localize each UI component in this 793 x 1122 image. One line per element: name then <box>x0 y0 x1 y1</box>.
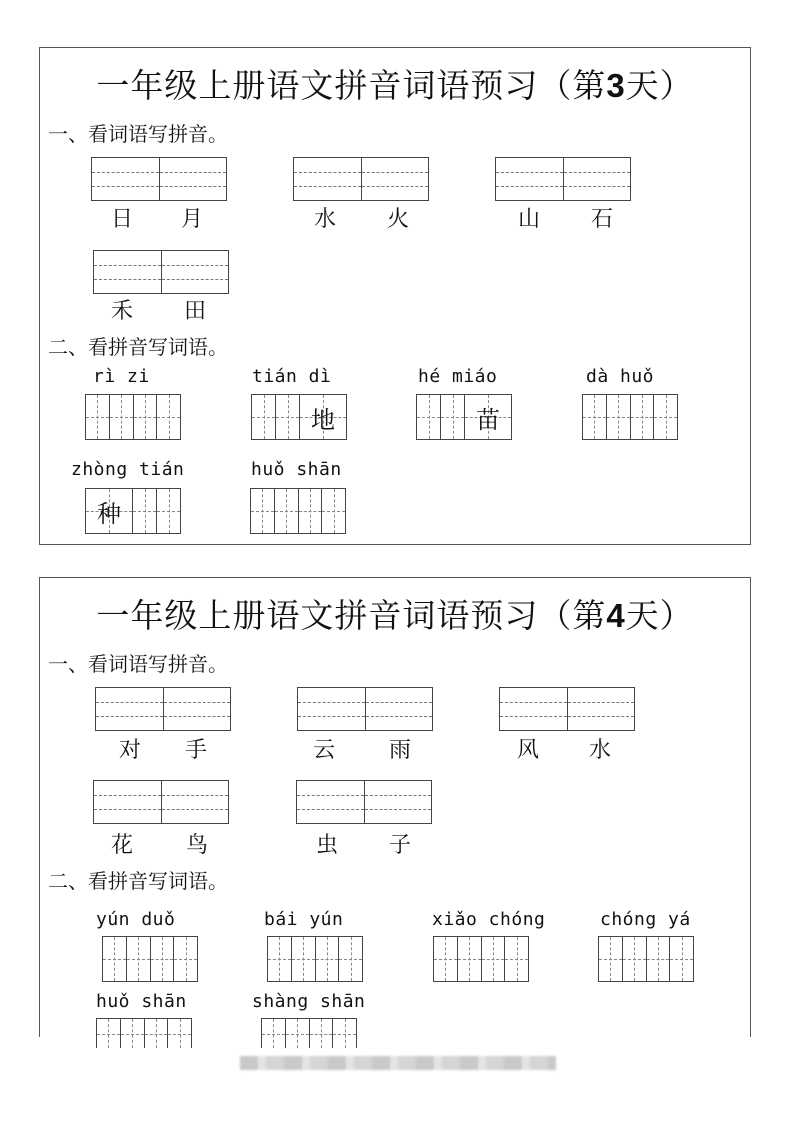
word-char: 禾 <box>110 299 133 324</box>
pinyin-label: bái yún <box>264 909 344 930</box>
page-title <box>40 60 750 107</box>
word-char: 云 <box>312 738 335 763</box>
pinyin-label: shàng shān <box>252 991 366 1012</box>
word-char: 鸟 <box>185 833 208 858</box>
section2-title: 二、看拼音写词语。 <box>48 869 228 893</box>
worksheet-day3 <box>39 47 751 545</box>
tianzige-grid[interactable] <box>598 936 694 982</box>
tianzige-grid[interactable] <box>416 394 512 440</box>
word-char: 手 <box>184 738 207 763</box>
pinyin-writing-box[interactable] <box>95 687 231 731</box>
pinyin-writing-box[interactable] <box>297 687 433 731</box>
day-number: 4 <box>606 597 626 634</box>
word-char: 虫 <box>315 833 338 858</box>
pinyin-label: huǒ shān <box>96 991 187 1012</box>
word-char: 对 <box>118 738 141 763</box>
prefilled-char: 苗 <box>476 405 500 434</box>
word-char: 山 <box>517 207 540 232</box>
pinyin-label: rì zi <box>93 366 150 387</box>
pinyin-label: yún duǒ <box>96 909 176 930</box>
pinyin-label: zhòng tián <box>71 459 185 480</box>
word-char: 水 <box>588 738 611 763</box>
pinyin-label: dà huǒ <box>586 366 655 387</box>
blurred-watermark <box>240 1056 556 1070</box>
pinyin-label: huǒ shān <box>251 459 342 480</box>
tianzige-grid[interactable] <box>251 394 347 440</box>
title-suffix: 天） <box>625 66 694 105</box>
word-char: 火 <box>386 207 409 232</box>
title-prefix: 一年级上册语文拼音词语预习（第 <box>96 66 607 105</box>
pinyin-writing-box[interactable] <box>499 687 635 731</box>
section2-title: 二、看拼音写词语。 <box>48 335 228 359</box>
tianzige-grid[interactable] <box>261 1018 357 1048</box>
word-char: 风 <box>516 738 539 763</box>
pinyin-label: hé miáo <box>418 366 498 387</box>
tianzige-grid[interactable] <box>267 936 363 982</box>
prefilled-char: 种 <box>97 499 121 528</box>
pinyin-writing-box[interactable] <box>293 157 429 201</box>
tianzige-grid[interactable] <box>85 488 181 534</box>
title-prefix: 一年级上册语文拼音词语预习（第 <box>96 596 607 635</box>
day-number: 3 <box>606 67 626 104</box>
section1-title: 一、看词语写拼音。 <box>48 122 228 146</box>
tianzige-grid[interactable] <box>250 488 346 534</box>
word-char: 雨 <box>388 738 411 763</box>
word-char: 花 <box>110 833 133 858</box>
tianzige-grid[interactable] <box>96 1018 192 1048</box>
title-suffix: 天） <box>625 596 694 635</box>
section1-title: 一、看词语写拼音。 <box>48 652 228 676</box>
pinyin-writing-box[interactable] <box>495 157 631 201</box>
word-char: 石 <box>590 207 613 232</box>
pinyin-label: tián dì <box>252 366 332 387</box>
pinyin-writing-box[interactable] <box>93 250 229 294</box>
word-char: 日 <box>110 207 133 232</box>
word-char: 水 <box>313 207 336 232</box>
word-char: 月 <box>180 207 203 232</box>
pinyin-label: chóng yá <box>600 909 691 930</box>
prefilled-char: 地 <box>311 405 335 434</box>
tianzige-grid[interactable] <box>102 936 198 982</box>
worksheet-day4 <box>39 577 751 1037</box>
pinyin-writing-box[interactable] <box>296 780 432 824</box>
word-char: 子 <box>388 833 411 858</box>
pinyin-writing-box[interactable] <box>93 780 229 824</box>
page-title <box>40 590 750 637</box>
tianzige-grid[interactable] <box>85 394 181 440</box>
pinyin-writing-box[interactable] <box>91 157 227 201</box>
tianzige-grid[interactable] <box>433 936 529 982</box>
word-char: 田 <box>183 299 206 324</box>
pinyin-label: xiǎo chóng <box>432 909 546 930</box>
tianzige-grid[interactable] <box>582 394 678 440</box>
